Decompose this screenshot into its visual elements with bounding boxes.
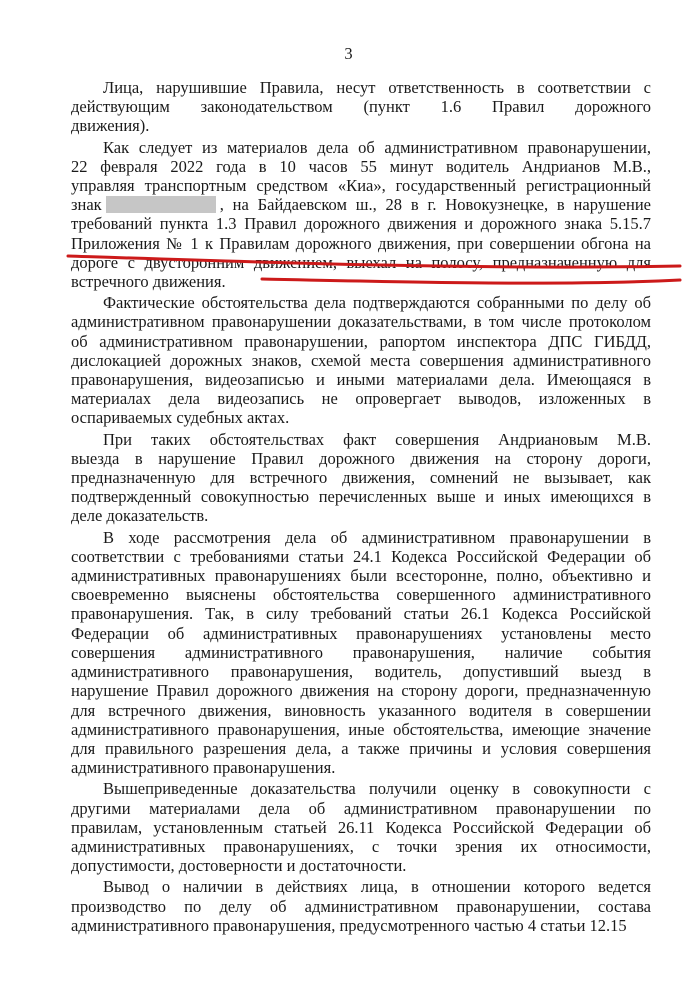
redacted-plate-number	[106, 196, 216, 213]
text-line: управляя транспортным средством «Киа», государственный регистрационный	[71, 176, 651, 196]
text-line: В ходе рассмотрения дела об административном правонарушении в	[103, 527, 651, 547]
text-line: правонарушения. Так, в силу требований статьи 26.1 Кодекса Российской	[71, 604, 651, 624]
text-line: 22 февраля 2022 года в 10 часов 55 минут водитель Андрианов М.В.,	[71, 156, 651, 176]
text-line: для правильного разрешения дела, а также причины и условия совершения	[71, 738, 651, 758]
text-line: материалах дела видеозапись не опровергает выводов, изложенных в	[71, 389, 651, 409]
text-line: правилам, установленным статьей 26.11 Кодекса Российской Федерации об	[71, 817, 651, 837]
text-line: Вывод о наличии в действиях лица, в отношении которого ведется	[103, 877, 651, 897]
paragraph	[71, 78, 651, 136]
text-line: предназначенную для встречного движения, сомнений не вызывает, как	[71, 468, 651, 488]
text-fragment: , на Байдаевском ш., 28 в г. Новокузнецке, в нарушение	[219, 195, 651, 215]
text-line: об административном правонарушении, рапортом инспектора ДПС ГИБДД,	[71, 331, 651, 351]
text-line: требований пункта 1.3 Правил дорожного движения и дорожного знака 5.15.7	[71, 214, 651, 234]
page-number: 3	[344, 44, 353, 63]
text-line: соответствии с требованиями статьи 24.1 Кодекса Российской Федерации об	[71, 546, 651, 566]
text-line: движения).	[71, 116, 150, 136]
text-line: производство по делу об административном правонарушении, состава	[71, 896, 651, 916]
text-line: деле доказательств.	[71, 506, 209, 526]
text-line: правонарушения, видеозаписью и иными материалами дела. Имеющаяся в	[71, 370, 651, 390]
document-body	[71, 78, 651, 937]
text-line: своевременно выяснены обстоятельства совершенного административного	[71, 585, 651, 605]
text-line: Лица, нарушившие Правила, несут ответственность в соответствии с	[103, 78, 651, 97]
text-line: нарушение Правил дорожного движения на сторону дороги, предназначенную	[71, 681, 651, 701]
text-line: административного правонарушения, предусмотренного частью 4 статьи 12.15	[71, 915, 627, 935]
text-line: Фактические обстоятельства дела подтверждаются собранными по делу об	[103, 293, 651, 313]
paragraph	[71, 877, 651, 935]
text-line: выезда в нарушение Правил дорожного движения на сторону дороги,	[71, 448, 651, 468]
text-line: дислокацией дорожных знаков, схемой места совершения административного	[71, 350, 651, 370]
paragraph	[71, 430, 651, 526]
text-line: административного правонарушения.	[71, 758, 336, 778]
text-line: дороге с двусторонним движением, выехал на полосу, предназначенную для	[71, 252, 651, 272]
text-line: Как следует из материалов дела об административном правонарушении,	[103, 137, 651, 157]
text-line: При таких обстоятельствах факт совершения Андриановым М.В.	[103, 429, 651, 449]
text-line: другими материалами дела об административном правонарушении по	[71, 798, 651, 818]
paragraph	[71, 779, 651, 875]
text-line: административном правонарушении доказательствами, в том числе протоколом	[71, 312, 651, 332]
text-line: подтвержденный совокупностью перечисленных выше и иных имеющихся в	[71, 487, 651, 507]
paragraph	[71, 293, 651, 427]
paragraph	[71, 138, 651, 292]
text-line	[71, 195, 651, 214]
text-fragment: знак	[71, 195, 102, 215]
text-line: Вышеприведенные доказательства получили оценку в совокупности с	[103, 779, 651, 799]
text-line: оспариваемых судебных актах.	[71, 408, 290, 428]
text-line: для встречного движения, виновность указанного водителя в совершении	[71, 700, 651, 720]
text-line: совершения административного правонарушения, наличие события	[71, 642, 651, 662]
text-line: Федерации об административных правонарушениях установлены место	[71, 623, 651, 643]
text-line: административных правонарушениях были всесторонне, полно, объективно и	[71, 566, 651, 586]
text-line: административного правонарушения, водитель, допустивший выезд в	[71, 662, 651, 682]
text-line: Приложения № 1 к Правилам дорожного движения, при совершении обгона на	[71, 233, 651, 253]
text-line: административного правонарушения, иные обстоятельства, имеющие значение	[71, 719, 651, 739]
text-line: действующим законодательством (пункт 1.6 Правил дорожного	[71, 97, 651, 117]
text-line: административных правонарушениях, с точки зрения их относимости,	[71, 836, 651, 856]
paragraph	[71, 528, 651, 778]
text-line: допустимости, достоверности и достаточности.	[71, 856, 407, 876]
text-line: встречного движения.	[71, 272, 226, 292]
